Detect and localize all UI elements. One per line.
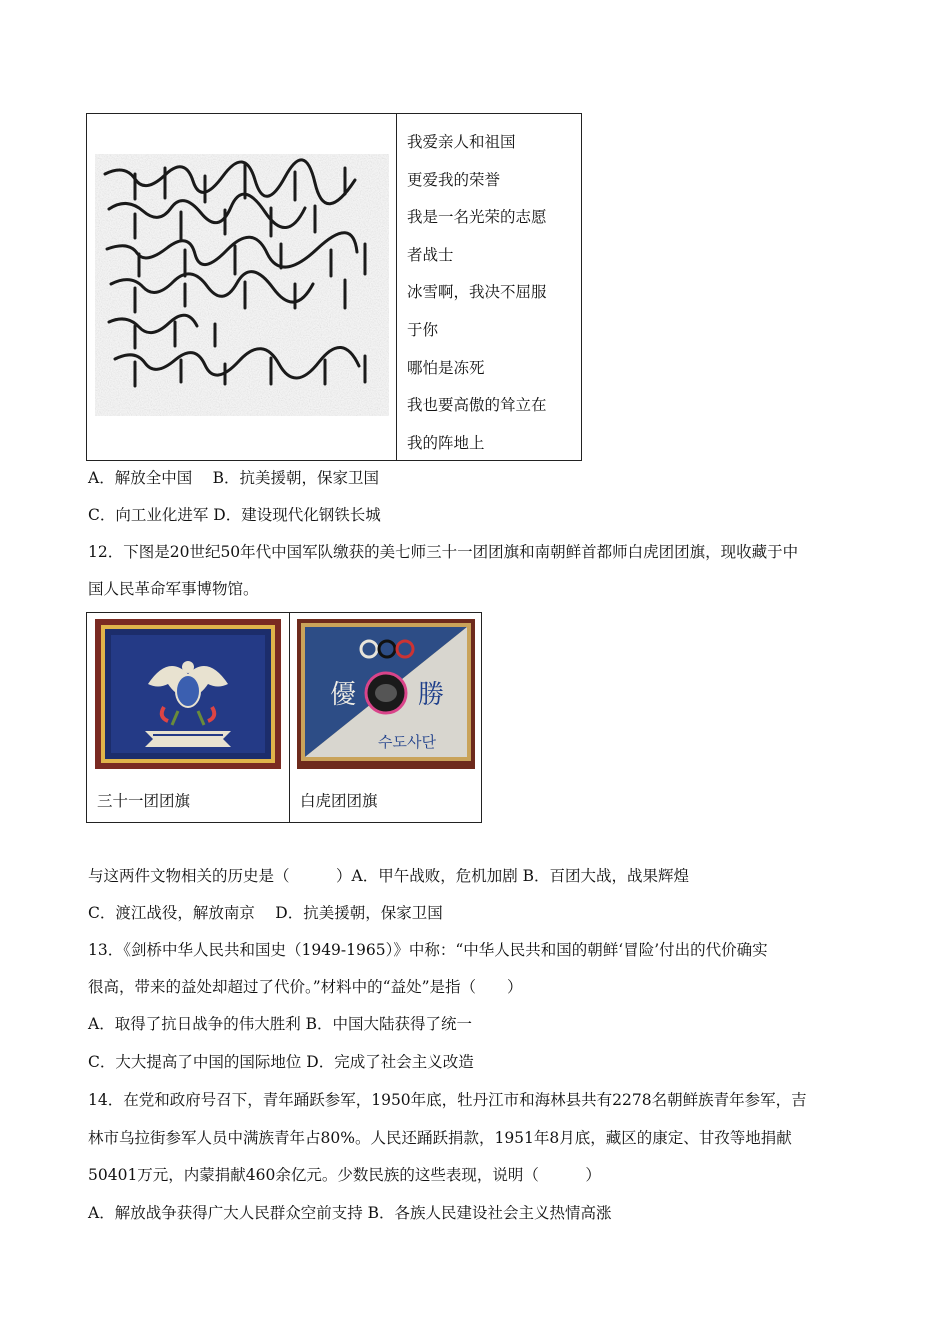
q14-stem-line1: 14．在党和政府号召下，青年踊跃参军，1950年底，牡丹江市和海林县共有2278名朝鲜族青年参军，吉	[88, 1091, 807, 1109]
poem-line: 于你	[407, 320, 439, 339]
table-divider	[396, 114, 397, 460]
regiment-31-flag-image	[95, 619, 281, 769]
flag-table	[86, 612, 482, 823]
poem-line: 我是一名光荣的志愿	[407, 208, 547, 227]
poem-line: 者战士	[407, 245, 454, 264]
poem-line: 我的阵地上	[407, 433, 485, 452]
q13-options-ab: A．取得了抗日战争的伟大胜利 B．中国大陆获得了统一	[88, 1015, 473, 1033]
white-tiger-flag-graphic	[297, 619, 475, 769]
q14-stem-line2: 林市乌拉街参军人员中满族青年占80%。人民还踊跃捐款，1951年8月底，藏区的康定、甘孜等地捐献	[88, 1129, 792, 1147]
flag2-char-right: 勝	[417, 680, 445, 710]
flag2-caption: 白虎团团旗	[300, 792, 378, 810]
flag2-char-left: 優	[329, 680, 357, 710]
q13-stem-line2: 很高，带来的益处却超过了代价。”材料中的“益处”是指（ ）	[88, 978, 523, 996]
poem-line: 更爱我的荣誉	[407, 170, 501, 189]
q13-options-cd: C．大大提高了中国的国际地位 D．完成了社会主义改造	[88, 1053, 474, 1071]
poem-line: 冰雪啊，我决不屈服	[407, 283, 547, 302]
white-tiger-flag-image	[297, 619, 475, 769]
handwriting-scan-graphic	[95, 154, 389, 416]
flag2-banner: 수도사단	[378, 733, 436, 751]
q11-options-cd: C．向工业化进军 D．建设现代化钢铁长城	[88, 506, 381, 524]
table-divider	[289, 613, 290, 822]
poem-line: 我也要高傲的耸立在	[407, 396, 547, 415]
q12-question: 与这两件文物相关的历史是（ ）A．甲午战败，危机加剧 B．百团大战，战果辉煌	[88, 867, 690, 885]
q11-options-ab: A．解放全中国 B．抗美援朝，保家卫国	[88, 469, 380, 487]
poem-text	[407, 124, 575, 462]
us-regiment-flag-graphic	[95, 619, 281, 769]
q14-options-ab: A．解放战争获得广大人民群众空前支持 B．各族人民建设社会主义热情高涨	[88, 1204, 612, 1222]
q14-stem-line3: 50401万元，内蒙捐献460余亿元。少数民族的这些表现，说明（ ）	[88, 1166, 601, 1184]
poem-line: 我爱亲人和祖国	[407, 133, 516, 151]
poem-line: 哪怕是冻死	[407, 358, 485, 377]
q12-stem-line1: 12．下图是20世纪50年代中国军队缴获的美七师三十一团团旗和南朝鲜首都师白虎团团旗，现收藏于中	[88, 543, 799, 561]
poem-table	[86, 113, 582, 461]
q12-stem-line2: 国人民革命军事博物馆。	[88, 580, 259, 598]
handwritten-poem-image	[95, 154, 389, 416]
flag1-caption: 三十一团团旗	[97, 792, 191, 810]
q13-stem-line1: 13．《剑桥中华人民共和国史（1949-1965）》中称：“中华人民共和国的朝鲜‘冒险’付出的代价确实	[88, 941, 768, 959]
q12-options-cd: C．渡江战役，解放南京 D．抗美援朝，保家卫国	[88, 904, 443, 922]
